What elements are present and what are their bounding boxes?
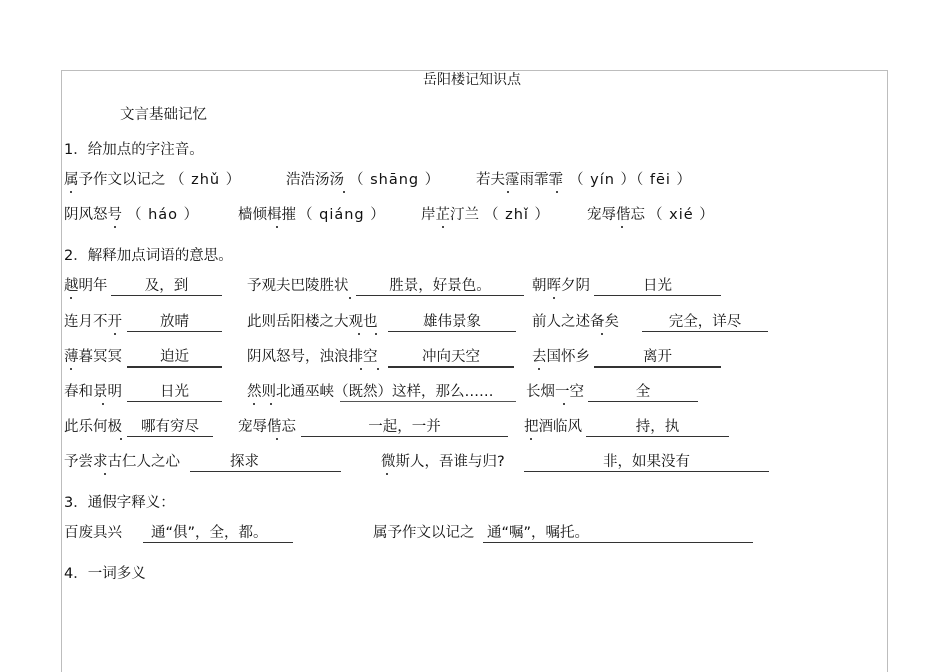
phrase: 属予作文以记之 [373,525,475,541]
phrase: 阴风怒号 [64,207,122,223]
document-page [61,70,888,672]
answer-blank: 探求 [190,453,341,472]
answer-blank: 完全，详尽 [642,313,768,332]
pinyin-answer: （ zhǐ ） [484,207,551,223]
phrase: 此则岳阳楼之大观也 [247,314,378,330]
emphasis-dot [601,333,603,335]
answer-blank: 通“俱”，全，都。 [143,524,293,543]
phrase: 宠辱偕忘 [587,207,645,223]
phrase: 薄暮冥冥 [64,349,122,365]
emphasis-dot [114,333,116,335]
phrase: 然则北通巫峡（既然）这样，那么…… [247,384,494,400]
answer-blank: 全 [588,383,698,402]
phrase: 宠辱偕忘 [238,419,296,435]
answer-blank: 及，到 [111,277,222,296]
answer-blank: 放晴 [127,313,222,332]
emphasis-dot [276,226,278,228]
emphasis-dot [507,191,509,193]
answer-blank: 非，如果没有 [524,453,769,472]
emphasis-dot [104,473,106,475]
emphasis-dot [563,403,565,405]
phrase: 前人之述备矣 [532,314,619,330]
section-2-heading: 2．解释加点词语的意思。 [64,248,233,264]
phrase: 越明年 [64,278,108,294]
answer-blank: 雄伟景象 [388,313,516,332]
emphasis-dot [360,368,362,370]
answer-blank: 哪有穷尽 [127,418,213,437]
phrase: 樯倾楫摧 [238,207,296,223]
phrase: 朝晖夕阴 [532,278,590,294]
answer-blank: 通“嘱”，嘱托。 [483,524,753,543]
phrase: 此乐何极 [64,419,122,435]
emphasis-dot [276,438,278,440]
phrase: 阴风怒号，浊浪排空 [247,349,378,365]
emphasis-dot [538,368,540,370]
phrase: 予观夫巴陵胜状 [247,278,349,294]
pinyin-answer: （ háo ） [127,207,200,223]
section-subtitle: 文言基础记忆 [120,107,207,123]
emphasis-dot [70,368,72,370]
emphasis-dot [270,403,272,405]
section-1-heading: 1．给加点的字注音。 [64,142,204,158]
emphasis-dot [442,226,444,228]
pinyin-answer: （ xié ） [648,207,715,223]
answer-blank: 胜景，好景色。 [356,277,524,296]
phrase: 若夫霪雨霏霏 [476,172,563,188]
answer-blank: 一起，一并 [301,418,508,437]
section-3-heading: 3．通假字释义： [64,495,175,511]
section-4-heading: 4．一词多义 [64,566,146,582]
answer-blank: 离开 [594,348,721,368]
emphasis-dot [120,438,122,440]
phrase: 浩浩汤汤 [286,172,344,188]
emphasis-dot [553,297,555,299]
phrase: 春和景明 [64,384,122,400]
emphasis-dot [349,297,351,299]
pinyin-answer: （ zhǔ ） [170,172,242,188]
emphasis-dot [375,333,377,335]
phrase: 属予作文以记之 [64,172,166,188]
emphasis-dot [377,368,379,370]
answer-blank [340,383,516,402]
pinyin-answer: （ shāng ） [349,172,441,188]
emphasis-dot [621,226,623,228]
phrase: 去国怀乡 [532,349,590,365]
page-title: 岳阳楼记知识点 [423,72,521,88]
phrase: 予尝求古仁人之心 [64,454,180,470]
phrase: 岸芷汀兰 [421,207,479,223]
pinyin-answer: （ qiáng ） [298,207,386,223]
emphasis-dot [70,297,72,299]
answer-blank: 日光 [127,383,222,402]
emphasis-dot [70,191,72,193]
phrase: 把酒临风 [524,419,582,435]
answer-blank: 冲向天空 [388,348,514,368]
phrase: 长烟一空 [526,384,584,400]
emphasis-dot [556,191,558,193]
phrase: 连月不开 [64,314,122,330]
emphasis-dot [253,403,255,405]
answer-blank: 持，执 [586,418,729,437]
answer-blank: 日光 [594,277,721,296]
emphasis-dot [358,333,360,335]
emphasis-dot [343,191,345,193]
emphasis-dot [530,438,532,440]
pinyin-answer: （ yín ）（ fēi ） [569,172,693,188]
phrase: 百废具兴 [64,525,122,541]
emphasis-dot [114,226,116,228]
phrase: 微斯人，吾谁与归? [381,454,505,470]
answer-blank: 迫近 [127,348,222,368]
emphasis-dot [102,403,104,405]
emphasis-dot [386,473,388,475]
